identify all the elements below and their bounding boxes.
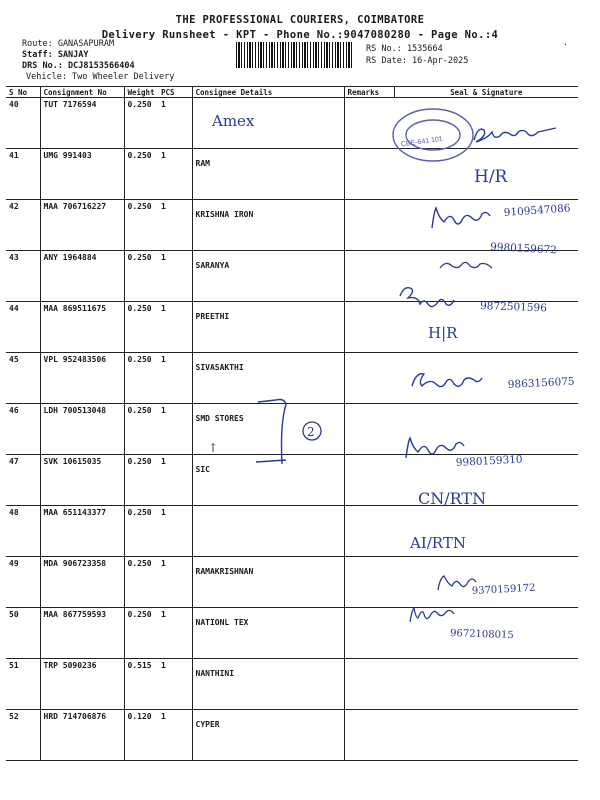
- row-pcs: 1: [158, 710, 192, 761]
- handwritten-cn-rtn: CN/RTN: [418, 489, 487, 508]
- row-consignment: LDH 700513048: [40, 404, 124, 455]
- row-signature: [394, 404, 578, 455]
- row-weight: 0.250: [124, 608, 158, 659]
- drs-number: DRS No.: DCJ8153566404: [22, 61, 135, 71]
- row-sno: 40: [6, 98, 40, 149]
- row-consignee: SARANYA: [192, 251, 344, 302]
- handwritten-phone-43: 9980159672: [489, 241, 558, 257]
- row-weight: 0.250: [124, 506, 158, 557]
- row-weight: 0.515: [124, 659, 158, 710]
- row-pcs: 1: [158, 659, 192, 710]
- col-header-remarks: Remarks: [344, 87, 394, 98]
- row-consignee: SIC: [192, 455, 344, 506]
- row-sno: 50: [6, 608, 40, 659]
- row-signature: [394, 353, 578, 404]
- row-signature: [394, 608, 578, 659]
- row-sno: 43: [6, 251, 40, 302]
- row-consignment: TRP 5090236: [40, 659, 124, 710]
- row-consignment: HRD 714706876: [40, 710, 124, 761]
- handwritten-phone-51: 9370159172: [471, 582, 536, 597]
- row-signature: [394, 659, 578, 710]
- row-consignment: MAA 869511675: [40, 302, 124, 353]
- document-subtitle: Delivery Runsheet - KPT - Phone No.:9047080280 - Page No.:4: [101, 29, 499, 41]
- table-row: [6, 149, 578, 200]
- table-row: [6, 353, 578, 404]
- row-consignee: [192, 506, 344, 557]
- handwritten-tick: ↑: [208, 441, 219, 455]
- row-pcs: 1: [158, 251, 192, 302]
- row-remarks: [344, 659, 394, 710]
- row-weight: 0.250: [124, 251, 158, 302]
- table-row: [6, 455, 578, 506]
- row-remarks: [344, 710, 394, 761]
- row-remarks: [344, 149, 394, 200]
- table-row: [6, 251, 578, 302]
- row-remarks: [344, 251, 394, 302]
- row-remarks: [344, 98, 394, 149]
- row-consignee: CYPER: [192, 710, 344, 761]
- row-signature: [394, 251, 578, 302]
- row-remarks: [344, 302, 394, 353]
- margin-dot: ·: [563, 40, 568, 49]
- row-weight: 0.250: [124, 302, 158, 353]
- row-consignee: NANTHINI: [192, 659, 344, 710]
- handwritten-consignee-amex: Amex: [212, 112, 255, 130]
- row-consignee: PREETHI: [192, 302, 344, 353]
- staff-label: Staff: SANJAY: [22, 50, 89, 60]
- row-sno: 48: [6, 506, 40, 557]
- handwritten-phone-44: 9872501596: [479, 300, 548, 315]
- row-consignee: SMD STORES: [192, 404, 344, 455]
- col-header-weight: Weight: [124, 87, 158, 98]
- row-sno: 51: [6, 659, 40, 710]
- row-consignee: NATIONL TEX: [192, 608, 344, 659]
- row-pcs: 1: [158, 557, 192, 608]
- row-weight: 0.250: [124, 149, 158, 200]
- col-header-sno: S No: [6, 87, 40, 98]
- row-signature: [394, 455, 578, 506]
- route-label: Route: GANASAPURAM: [22, 39, 115, 49]
- table-row: [6, 302, 578, 353]
- handwritten-hr: H/R: [474, 167, 508, 187]
- row-consignment: MAA 867759593: [40, 608, 124, 659]
- handwritten-phone-47: 9863156075: [507, 375, 575, 391]
- row-pcs: 1: [158, 353, 192, 404]
- handwritten-phone-52: 9672108015: [449, 628, 514, 642]
- row-signature: [394, 98, 578, 149]
- row-sno: 41: [6, 149, 40, 200]
- table-row: [6, 659, 578, 710]
- row-pcs: 1: [158, 302, 192, 353]
- col-header-signature: Seal & Signature: [394, 87, 578, 98]
- row-pcs: 1: [158, 149, 192, 200]
- row-remarks: [344, 353, 394, 404]
- rs-number: RS No.: 1535664: [366, 44, 443, 54]
- row-remarks: [344, 506, 394, 557]
- runsheet-table: [6, 86, 578, 761]
- row-sno: 44: [6, 302, 40, 353]
- row-weight: 0.250: [124, 98, 158, 149]
- vehicle-label: Vehicle: Two Wheeler Delivery: [26, 72, 175, 82]
- row-consignee: SIVASAKTHI: [192, 353, 344, 404]
- table-row: [6, 200, 578, 251]
- row-weight: 0.120: [124, 710, 158, 761]
- row-pcs: 1: [158, 506, 192, 557]
- col-header-pcs: PCS: [158, 87, 192, 98]
- row-sno: 46: [6, 404, 40, 455]
- row-weight: 0.250: [124, 353, 158, 404]
- row-consignee: KRISHNA IRON: [192, 200, 344, 251]
- row-remarks: [344, 404, 394, 455]
- row-consignment: UMG 991403: [40, 149, 124, 200]
- row-pcs: 1: [158, 98, 192, 149]
- row-consignment: ANY 1964884: [40, 251, 124, 302]
- table-row: [6, 557, 578, 608]
- table-header-row: [6, 87, 578, 98]
- row-consignee: RAMAKRISHNAN: [192, 557, 344, 608]
- table-row: [6, 98, 578, 149]
- row-sno: 49: [6, 557, 40, 608]
- row-sno: 52: [6, 710, 40, 761]
- row-signature: [394, 302, 578, 353]
- row-weight: 0.250: [124, 200, 158, 251]
- row-consignment: VPL 952483506: [40, 353, 124, 404]
- svg-text:CBE-641 101: CBE-641 101: [400, 135, 444, 149]
- row-signature: [394, 149, 578, 200]
- row-signature: [394, 200, 578, 251]
- handwritten-hr-2: H|R: [428, 324, 458, 342]
- row-remarks: [344, 608, 394, 659]
- table-row: [6, 710, 578, 761]
- row-weight: 0.250: [124, 455, 158, 506]
- row-remarks: [344, 200, 394, 251]
- table-row: [6, 608, 578, 659]
- row-consignment: MAA 651143377: [40, 506, 124, 557]
- row-consignment: TUT 7176594: [40, 98, 124, 149]
- row-signature: [394, 710, 578, 761]
- row-sno: 42: [6, 200, 40, 251]
- row-signature: [394, 557, 578, 608]
- handwritten-ai-rtn: AI/RTN: [410, 534, 466, 552]
- table-row: [6, 404, 578, 455]
- row-pcs: 1: [158, 455, 192, 506]
- handwritten-circled-2: 2: [307, 425, 315, 439]
- handwritten-phone-48: 9980159310: [455, 453, 523, 469]
- document-title: THE PROFESSIONAL COURIERS, COIMBATORE: [175, 14, 425, 26]
- row-signature: [394, 506, 578, 557]
- row-pcs: 1: [158, 200, 192, 251]
- row-pcs: 1: [158, 404, 192, 455]
- handwritten-phone-42: 9109547086: [503, 202, 571, 219]
- row-remarks: [344, 557, 394, 608]
- row-consignee: RAM: [192, 149, 344, 200]
- row-consignment: MAA 706716227: [40, 200, 124, 251]
- row-weight: 0.250: [124, 404, 158, 455]
- col-header-consignment: Consignment No: [40, 87, 124, 98]
- row-consignment: MDA 906723358: [40, 557, 124, 608]
- row-sno: 45: [6, 353, 40, 404]
- rs-date: RS Date: 16-Apr-2025: [366, 56, 469, 66]
- row-remarks: [344, 455, 394, 506]
- table-row: [6, 506, 578, 557]
- barcode: [236, 42, 354, 68]
- row-pcs: 1: [158, 608, 192, 659]
- row-sno: 47: [6, 455, 40, 506]
- row-consignment: SVK 10615035: [40, 455, 124, 506]
- row-consignee: [192, 98, 344, 149]
- col-header-consignee: Consignee Details: [192, 87, 344, 98]
- row-weight: 0.250: [124, 557, 158, 608]
